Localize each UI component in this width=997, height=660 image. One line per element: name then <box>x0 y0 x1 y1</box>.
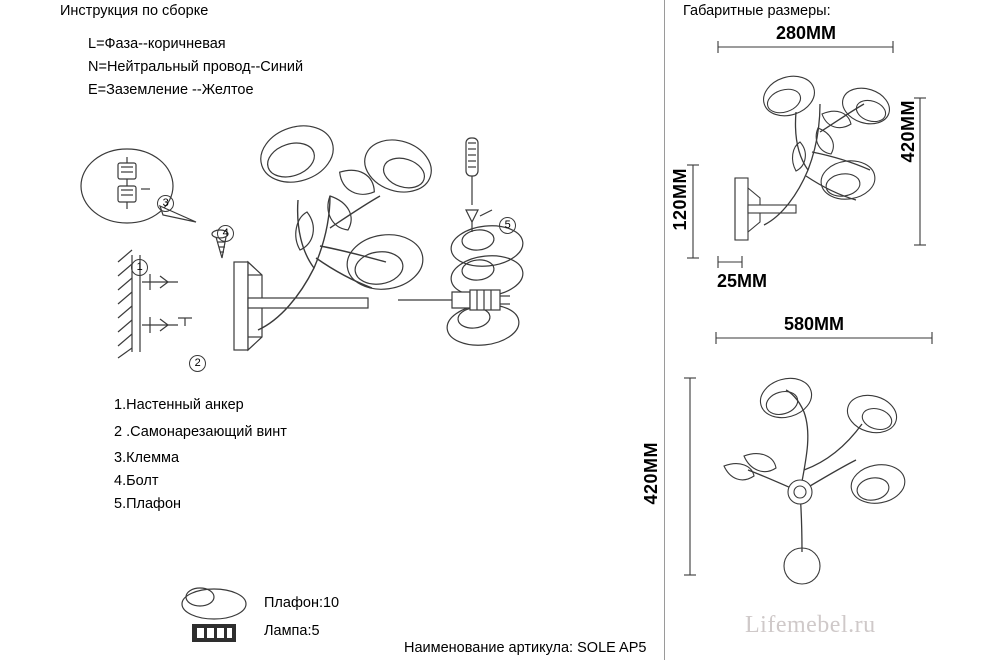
lamp-leaf-group <box>296 167 378 250</box>
callout-badge-4: 4 <box>205 211 234 256</box>
front-view-product <box>724 373 908 584</box>
dim-plate-thickness: 25MM <box>717 271 768 291</box>
bulb-tube <box>466 138 478 232</box>
dim-top-width: 280MM <box>776 23 837 43</box>
dim-bottom-width: 580MM <box>784 314 845 334</box>
dim-bottom-height: 420MM <box>641 442 661 505</box>
footer-terminal-icon <box>192 624 236 642</box>
parts-list-item-5: 5.Плафон <box>114 496 182 512</box>
callout-badge-3: 3 <box>145 181 174 226</box>
dim-line-plate <box>718 256 742 268</box>
footer-shade-icon <box>182 588 246 619</box>
watermark: Lifemebel.ru <box>745 612 876 638</box>
callout-badge-2: 2 <box>177 341 206 386</box>
clamp-detail <box>118 157 136 209</box>
callout-badge-5: 5 <box>487 203 516 248</box>
dim-line-bottom-height <box>684 378 696 575</box>
wall-bracket <box>234 262 368 350</box>
lamp-main-stems <box>258 196 386 330</box>
footer-shade-count: Плафон:10 <box>264 595 340 611</box>
legend-line-live: L=Фаза--коричневая <box>88 36 226 52</box>
article-label: Наименование артикула: SOLE AP5 <box>404 640 647 656</box>
parts-list-item-4: 4.Болт <box>114 473 159 489</box>
legend-line-earth: E=Заземление --Желтое <box>88 82 254 98</box>
footer-lamp-count: Лампа:5 <box>264 623 320 639</box>
terminal-connector <box>398 290 510 310</box>
left-panel-title: Инструкция по сборке <box>60 3 209 19</box>
dim-top-depth: 120MM <box>670 168 690 231</box>
parts-list-item-3: 3.Клемма <box>114 450 180 466</box>
parts-list-item-2: 2 .Самонарезающий винт <box>114 424 287 440</box>
top-view-product <box>735 70 894 240</box>
right-panel-title: Габаритные размеры: <box>683 3 831 19</box>
wall-anchor-bottom <box>142 317 178 333</box>
callout-badge-1: 1 <box>119 245 148 290</box>
dim-top-height: 420MM <box>898 100 918 163</box>
legend-line-neutral: N=Нейтральный провод--Синий <box>88 59 304 75</box>
parts-list-item-1: 1.Настенный анкер <box>114 397 244 413</box>
panel-divider <box>664 0 665 660</box>
